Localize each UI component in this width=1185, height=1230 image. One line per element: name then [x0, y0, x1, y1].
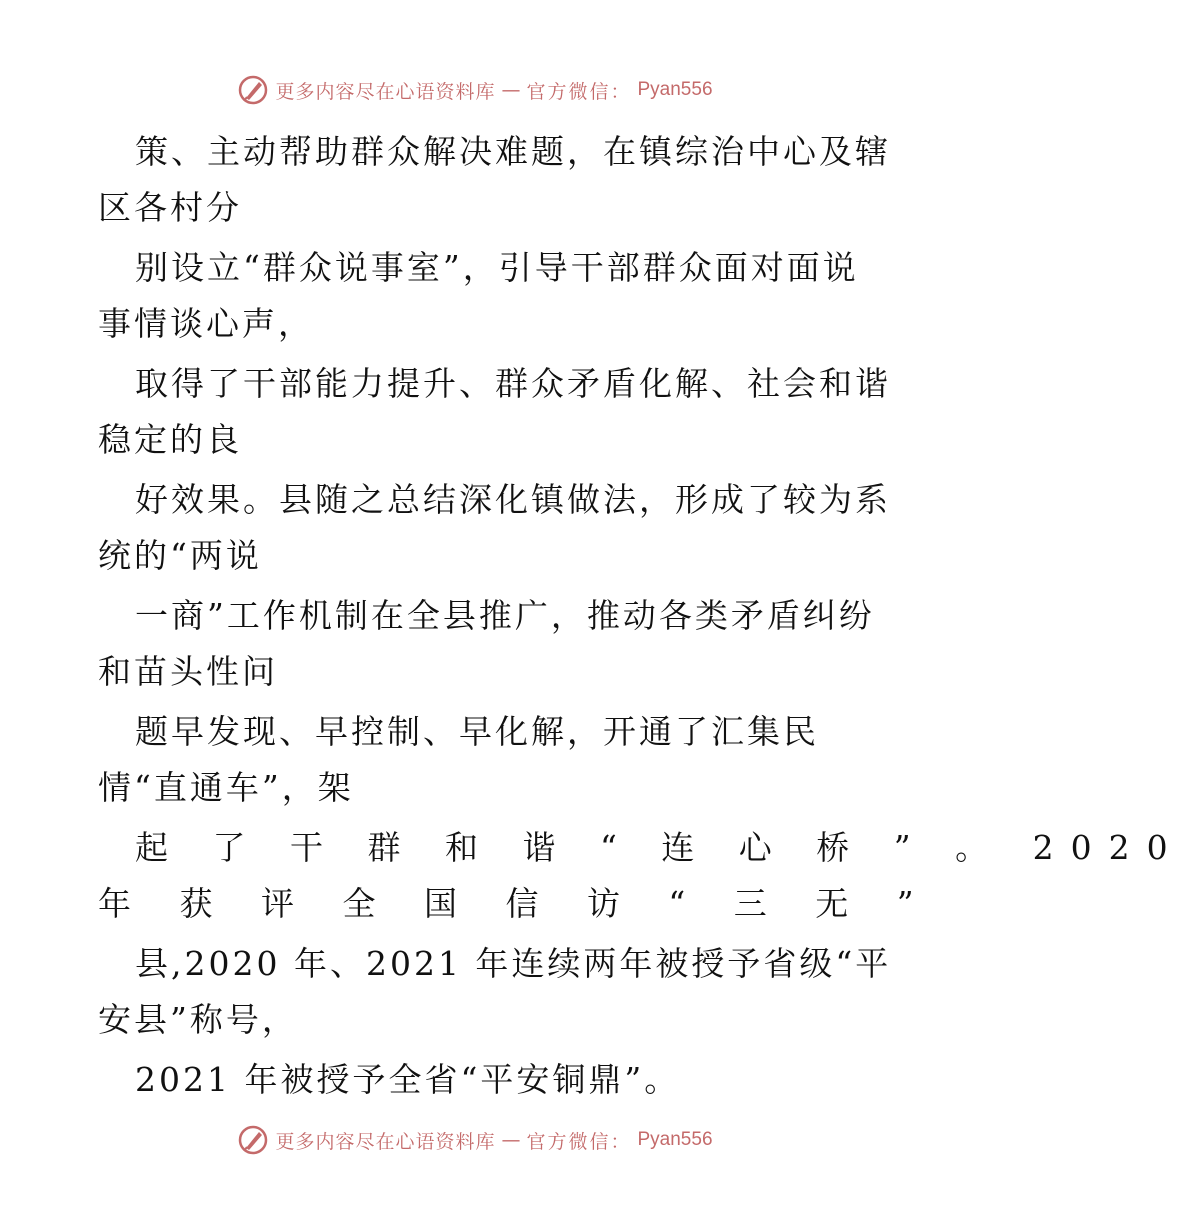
header-watermark	[0, 72, 950, 108]
quill-pen-logo-icon	[237, 74, 269, 106]
quill-pen-logo-icon	[237, 1124, 269, 1156]
body-line: 起 了 干 群 和 谐 “ 连 心 桥 ” 。 2020	[135, 828, 1185, 867]
body-line: 安县”称号，	[98, 1000, 298, 1039]
body-line: 事情谈心声，	[98, 304, 314, 343]
watermark-brand: 更多内容尽在心语资料库	[275, 80, 496, 103]
body-line: 和苗头性问	[98, 652, 278, 691]
watermark-label: 官方微信：	[526, 80, 632, 103]
watermark-wechat-id: Pyan556	[637, 79, 713, 100]
body-line: 年 获 评 全 国 信 访 “ 三 无 ”	[98, 884, 933, 923]
watermark-dash: —	[501, 1129, 521, 1151]
footer-watermark	[0, 1122, 950, 1158]
body-line: 2021 年被授予全省“平安铜鼎”。	[135, 1060, 681, 1099]
watermark-wechat-id: Pyan556	[637, 1129, 713, 1150]
body-line: 区各村分	[98, 188, 242, 227]
body-line: 好效果。县随之总结深化镇做法，形成了较为系	[135, 480, 891, 519]
watermark-brand: 更多内容尽在心语资料库	[275, 1130, 496, 1153]
body-line: 一商”工作机制在全县推广，推动各类矛盾纠纷	[135, 596, 875, 635]
watermark-dash: —	[501, 79, 521, 101]
watermark-label: 官方微信：	[526, 1130, 632, 1153]
body-line: 别设立“群众说事室”，引导干部群众面对面说	[135, 248, 859, 287]
body-line: 统的“两说	[98, 536, 262, 575]
body-line: 稳定的良	[98, 420, 242, 459]
body-line: 县,2020 年、2021 年连续两年被授予省级“平	[135, 944, 892, 983]
body-line: 取得了干部能力提升、群众矛盾化解、社会和谐	[135, 364, 891, 403]
body-line: 情“直通车”，架	[98, 768, 354, 807]
body-line: 题早发现、早控制、早化解，开通了汇集民	[135, 712, 819, 751]
body-line: 策、主动帮助群众解决难题，在镇综治中心及辖	[135, 132, 891, 171]
